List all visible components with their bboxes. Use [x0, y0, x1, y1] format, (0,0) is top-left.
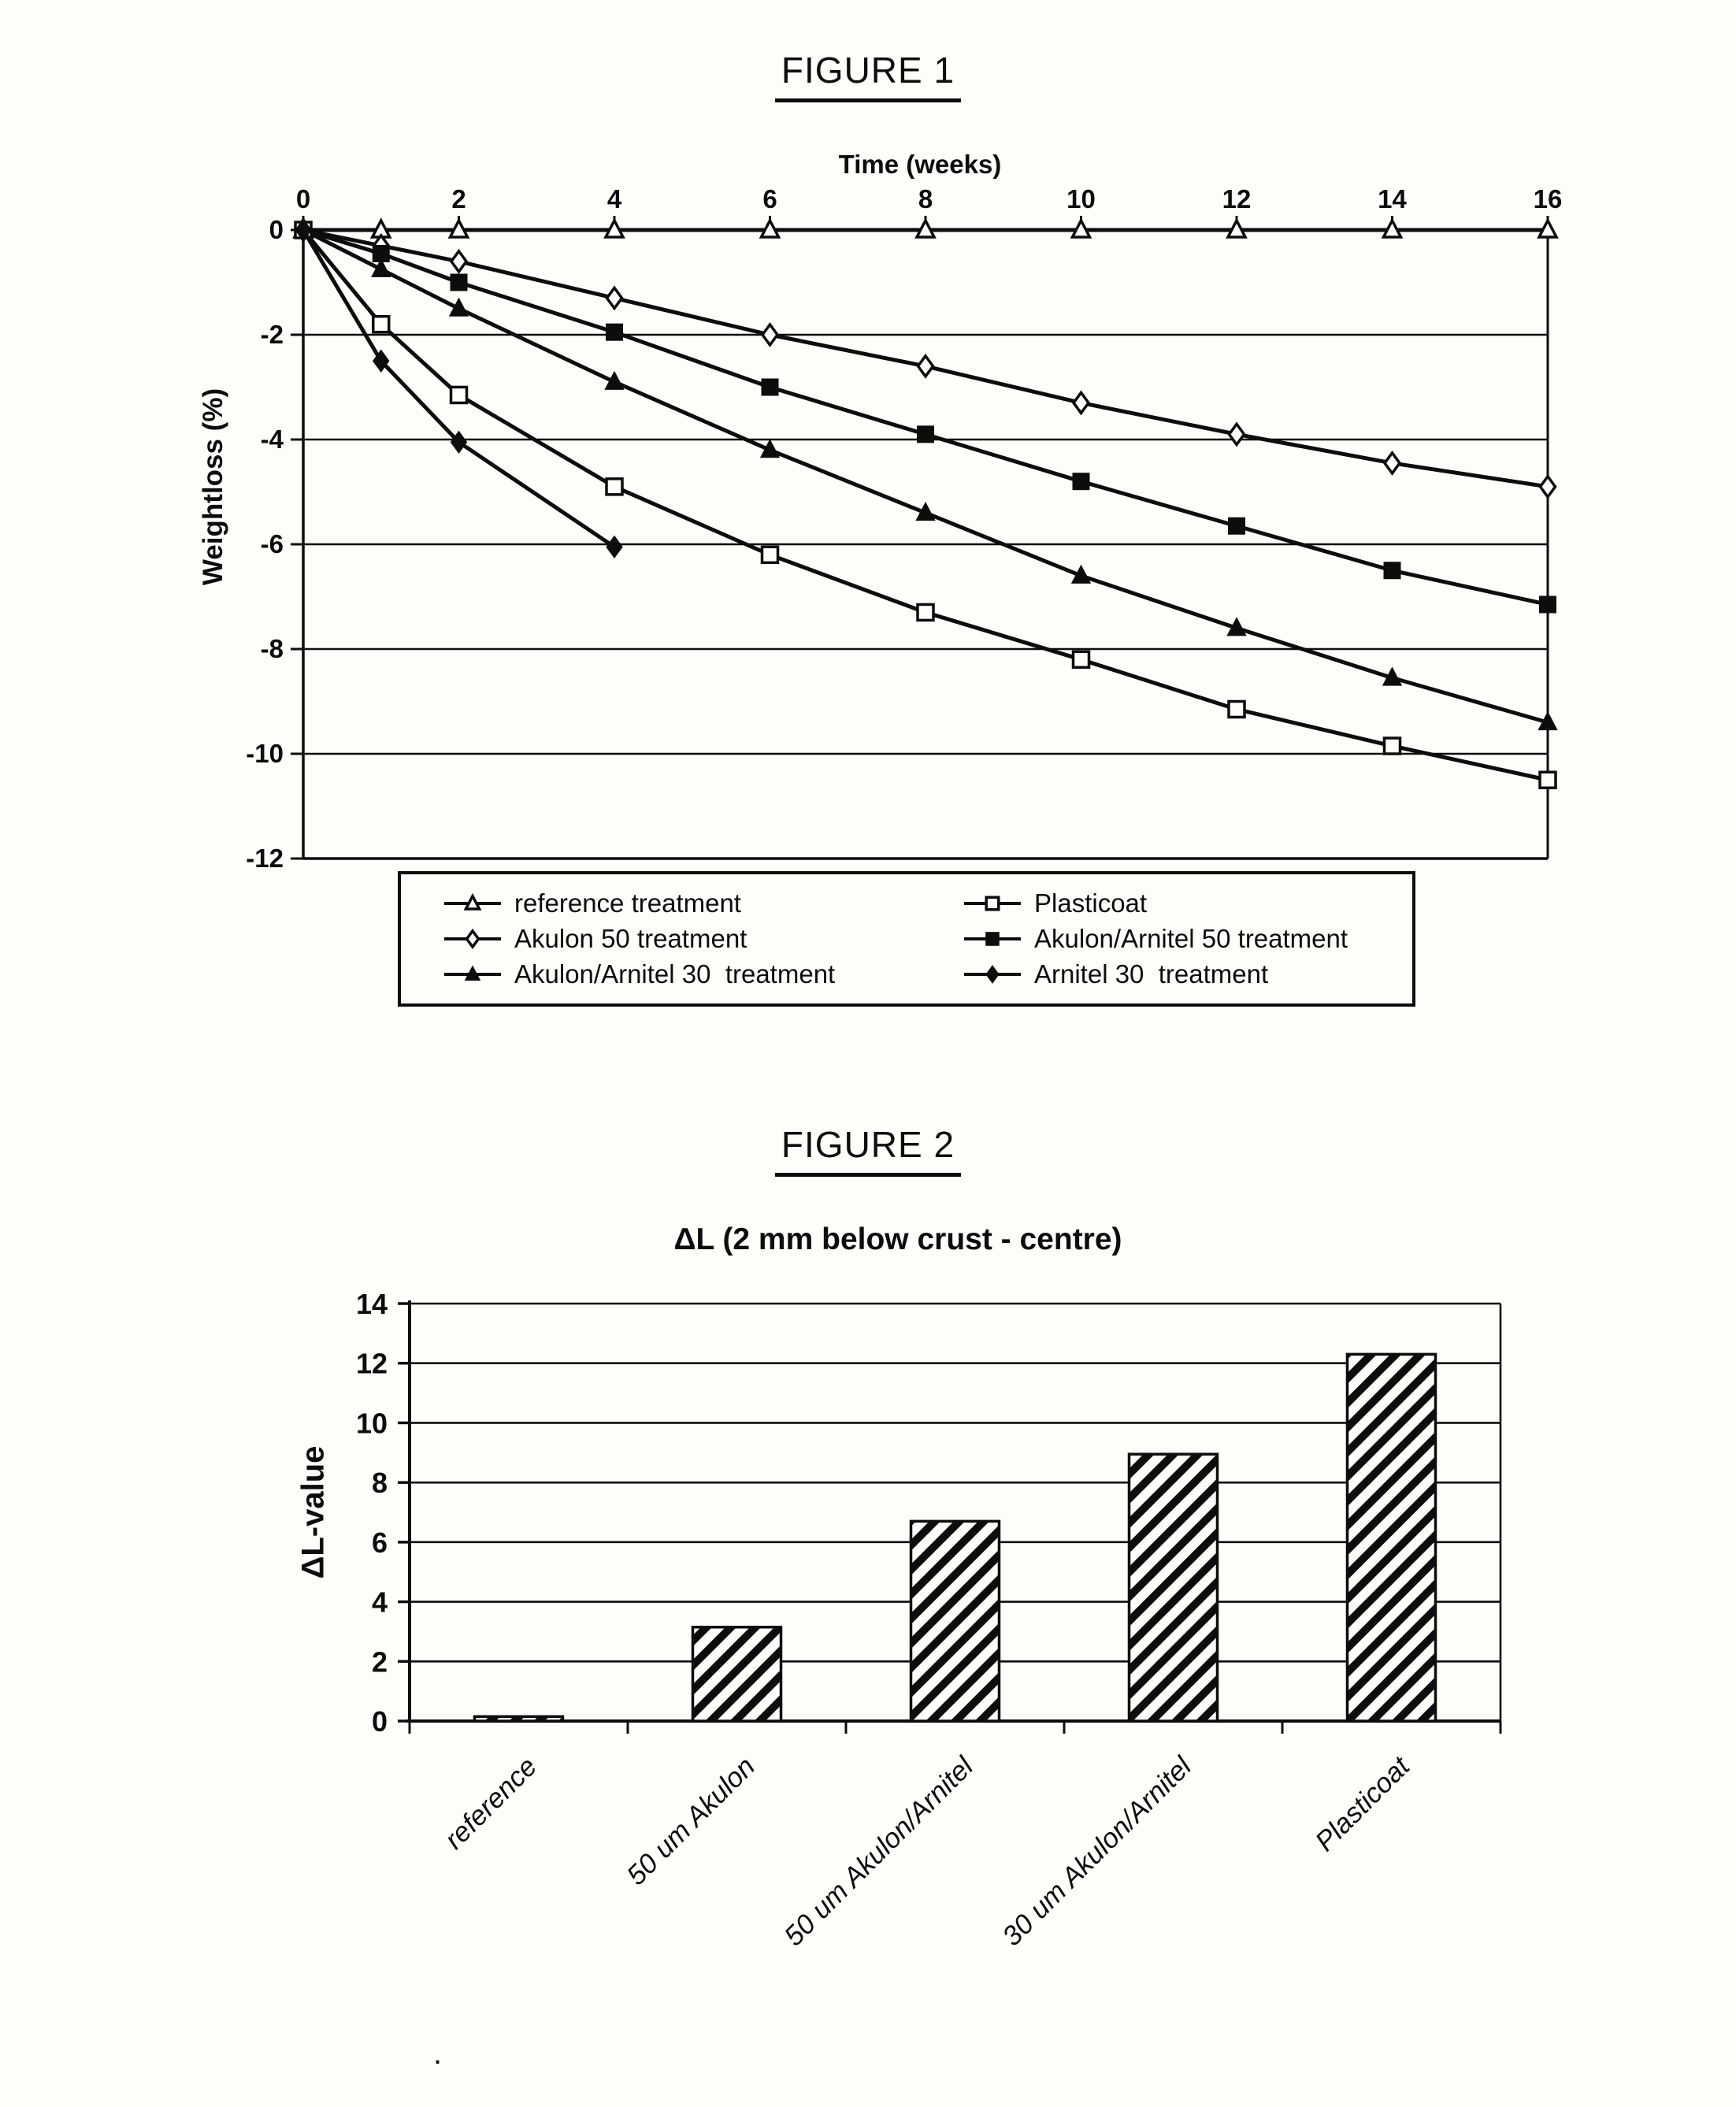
bar-50-um-akulon	[693, 1627, 781, 1721]
x-tick-label: 10	[1066, 184, 1096, 213]
figure1-line-plot	[246, 184, 1562, 873]
bar-reference	[475, 1716, 563, 1721]
y-tick-label: 12	[355, 1347, 388, 1380]
x-tick-label: 0	[295, 184, 311, 213]
legend-label: reference treatment	[514, 888, 741, 918]
diamond-open-marker	[451, 251, 466, 272]
bar-50-um-akulon-arnitel	[911, 1521, 1000, 1721]
y-tick-label: -2	[260, 320, 284, 349]
figure1-legend	[398, 871, 1415, 1007]
diamond-filled-marker	[607, 536, 622, 557]
series-akulon-arnitel-30-treatment	[295, 221, 1556, 729]
square-filled-marker	[1229, 518, 1245, 534]
square-open-marker	[606, 479, 622, 495]
square-open-marker	[986, 897, 999, 910]
square-filled-marker	[918, 426, 933, 442]
square-open-marker	[1074, 651, 1089, 667]
square-filled-legend-icon	[962, 926, 1023, 952]
square-filled-marker	[986, 933, 999, 945]
y-tick-label: -10	[246, 739, 284, 768]
category-label-30-um-akulon-arnitel: 30 um Akulon/Arnitel	[996, 1751, 1198, 1953]
y-tick-label: 14	[355, 1288, 388, 1320]
x-tick-label: 4	[606, 184, 622, 213]
legend-item-akulon-arnitel-50-treatment	[962, 924, 1412, 954]
square-open-legend-icon	[962, 890, 1023, 917]
y-tick-label: 0	[371, 1705, 388, 1738]
square-filled-marker	[1540, 596, 1556, 612]
diamond-open-legend-icon	[442, 926, 503, 952]
x-tick-label: 8	[918, 184, 933, 213]
figure2-heading	[0, 1123, 1736, 1177]
diamond-open-marker	[1385, 453, 1400, 473]
diamond-open-marker	[762, 325, 777, 345]
figure1-heading-text: FIGURE 1	[775, 49, 961, 102]
x-tick-label: 6	[762, 184, 777, 213]
figure2-bar-plot	[356, 1288, 1500, 1952]
x-tick-label: 2	[451, 184, 466, 213]
series-akulon-50-treatment	[296, 220, 1556, 497]
diamond-open-marker	[1541, 477, 1556, 497]
x-tick-label: 12	[1222, 184, 1252, 213]
diamond-open-marker	[918, 356, 933, 377]
square-open-marker	[762, 547, 778, 562]
category-label-reference: reference	[439, 1751, 543, 1856]
square-open-marker	[1385, 738, 1400, 754]
triangle-open-marker	[466, 896, 479, 908]
square-open-marker	[451, 387, 467, 402]
bar-plasticoat	[1348, 1354, 1436, 1721]
diamond-open-marker	[607, 287, 622, 308]
square-open-marker	[918, 604, 933, 620]
triangle-open-legend-icon	[442, 890, 503, 917]
legend-label: Akulon/Arnitel 30 treatment	[514, 959, 836, 989]
y-tick-label: -6	[260, 529, 284, 558]
series-akulon-arnitel-50-treatment	[295, 222, 1556, 612]
y-tick-label: 8	[371, 1467, 388, 1500]
series-line	[303, 230, 1548, 604]
category-label-50-um-akulon-arnitel: 50 um Akulon/Arnitel	[778, 1751, 980, 1953]
legend-label: Arnitel 30 treatment	[1034, 959, 1269, 989]
legend-item-arnitel-30-treatment	[962, 959, 1412, 989]
square-filled-marker	[451, 275, 467, 291]
bar-30-um-akulon-arnitel	[1130, 1454, 1218, 1721]
figure2-y-axis-title: ΔL-value	[295, 1445, 331, 1579]
figure2-chart-title: ΔL (2 mm below crust - centre)	[673, 1222, 1122, 1256]
y-tick-label: 10	[355, 1407, 388, 1440]
diamond-open-marker	[1230, 424, 1245, 444]
square-open-marker	[373, 317, 389, 332]
y-tick-label: 2	[371, 1645, 388, 1679]
diamond-open-marker	[1074, 392, 1089, 413]
legend-item-reference-treatment	[442, 888, 962, 918]
square-filled-marker	[1385, 562, 1400, 578]
legend-label: Plasticoat	[1034, 888, 1148, 918]
y-tick-label: 4	[371, 1586, 388, 1619]
x-tick-label: 16	[1533, 184, 1563, 213]
square-filled-marker	[1074, 473, 1089, 489]
series-reference-treatment	[295, 221, 1556, 237]
y-tick-label: -4	[260, 425, 284, 454]
square-open-marker	[1229, 701, 1245, 717]
legend-item-plasticoat	[962, 888, 1412, 918]
legend-item-akulon-50-treatment	[442, 924, 962, 954]
y-tick-label: -8	[260, 634, 284, 663]
square-open-marker	[1540, 772, 1556, 788]
y-tick-label: 0	[269, 215, 284, 244]
category-label-50-um-akulon: 50 um Akulon	[621, 1751, 762, 1892]
legend-item-akulon-arnitel-30-treatment	[442, 959, 962, 989]
stray-mark: .	[433, 2036, 443, 2071]
figure1-x-axis-title: Time (weeks)	[838, 150, 1002, 179]
diamond-open-marker	[467, 931, 479, 947]
figure1-y-axis-title: Weightloss (%)	[198, 388, 228, 586]
square-filled-marker	[762, 380, 778, 395]
triangle-filled-legend-icon	[442, 961, 503, 988]
legend-label: Akulon/Arnitel 50 treatment	[1034, 923, 1348, 953]
diamond-filled-marker	[987, 966, 999, 982]
legend-label: Akulon 50 treatment	[514, 923, 747, 953]
square-filled-marker	[606, 325, 622, 340]
category-label-plasticoat: Plasticoat	[1309, 1751, 1416, 1857]
x-tick-label: 14	[1378, 184, 1407, 213]
y-tick-label: -12	[246, 844, 284, 873]
figure2-heading-text: FIGURE 2	[775, 1123, 961, 1177]
diamond-filled-legend-icon	[962, 961, 1023, 988]
y-tick-label: 6	[371, 1526, 388, 1559]
